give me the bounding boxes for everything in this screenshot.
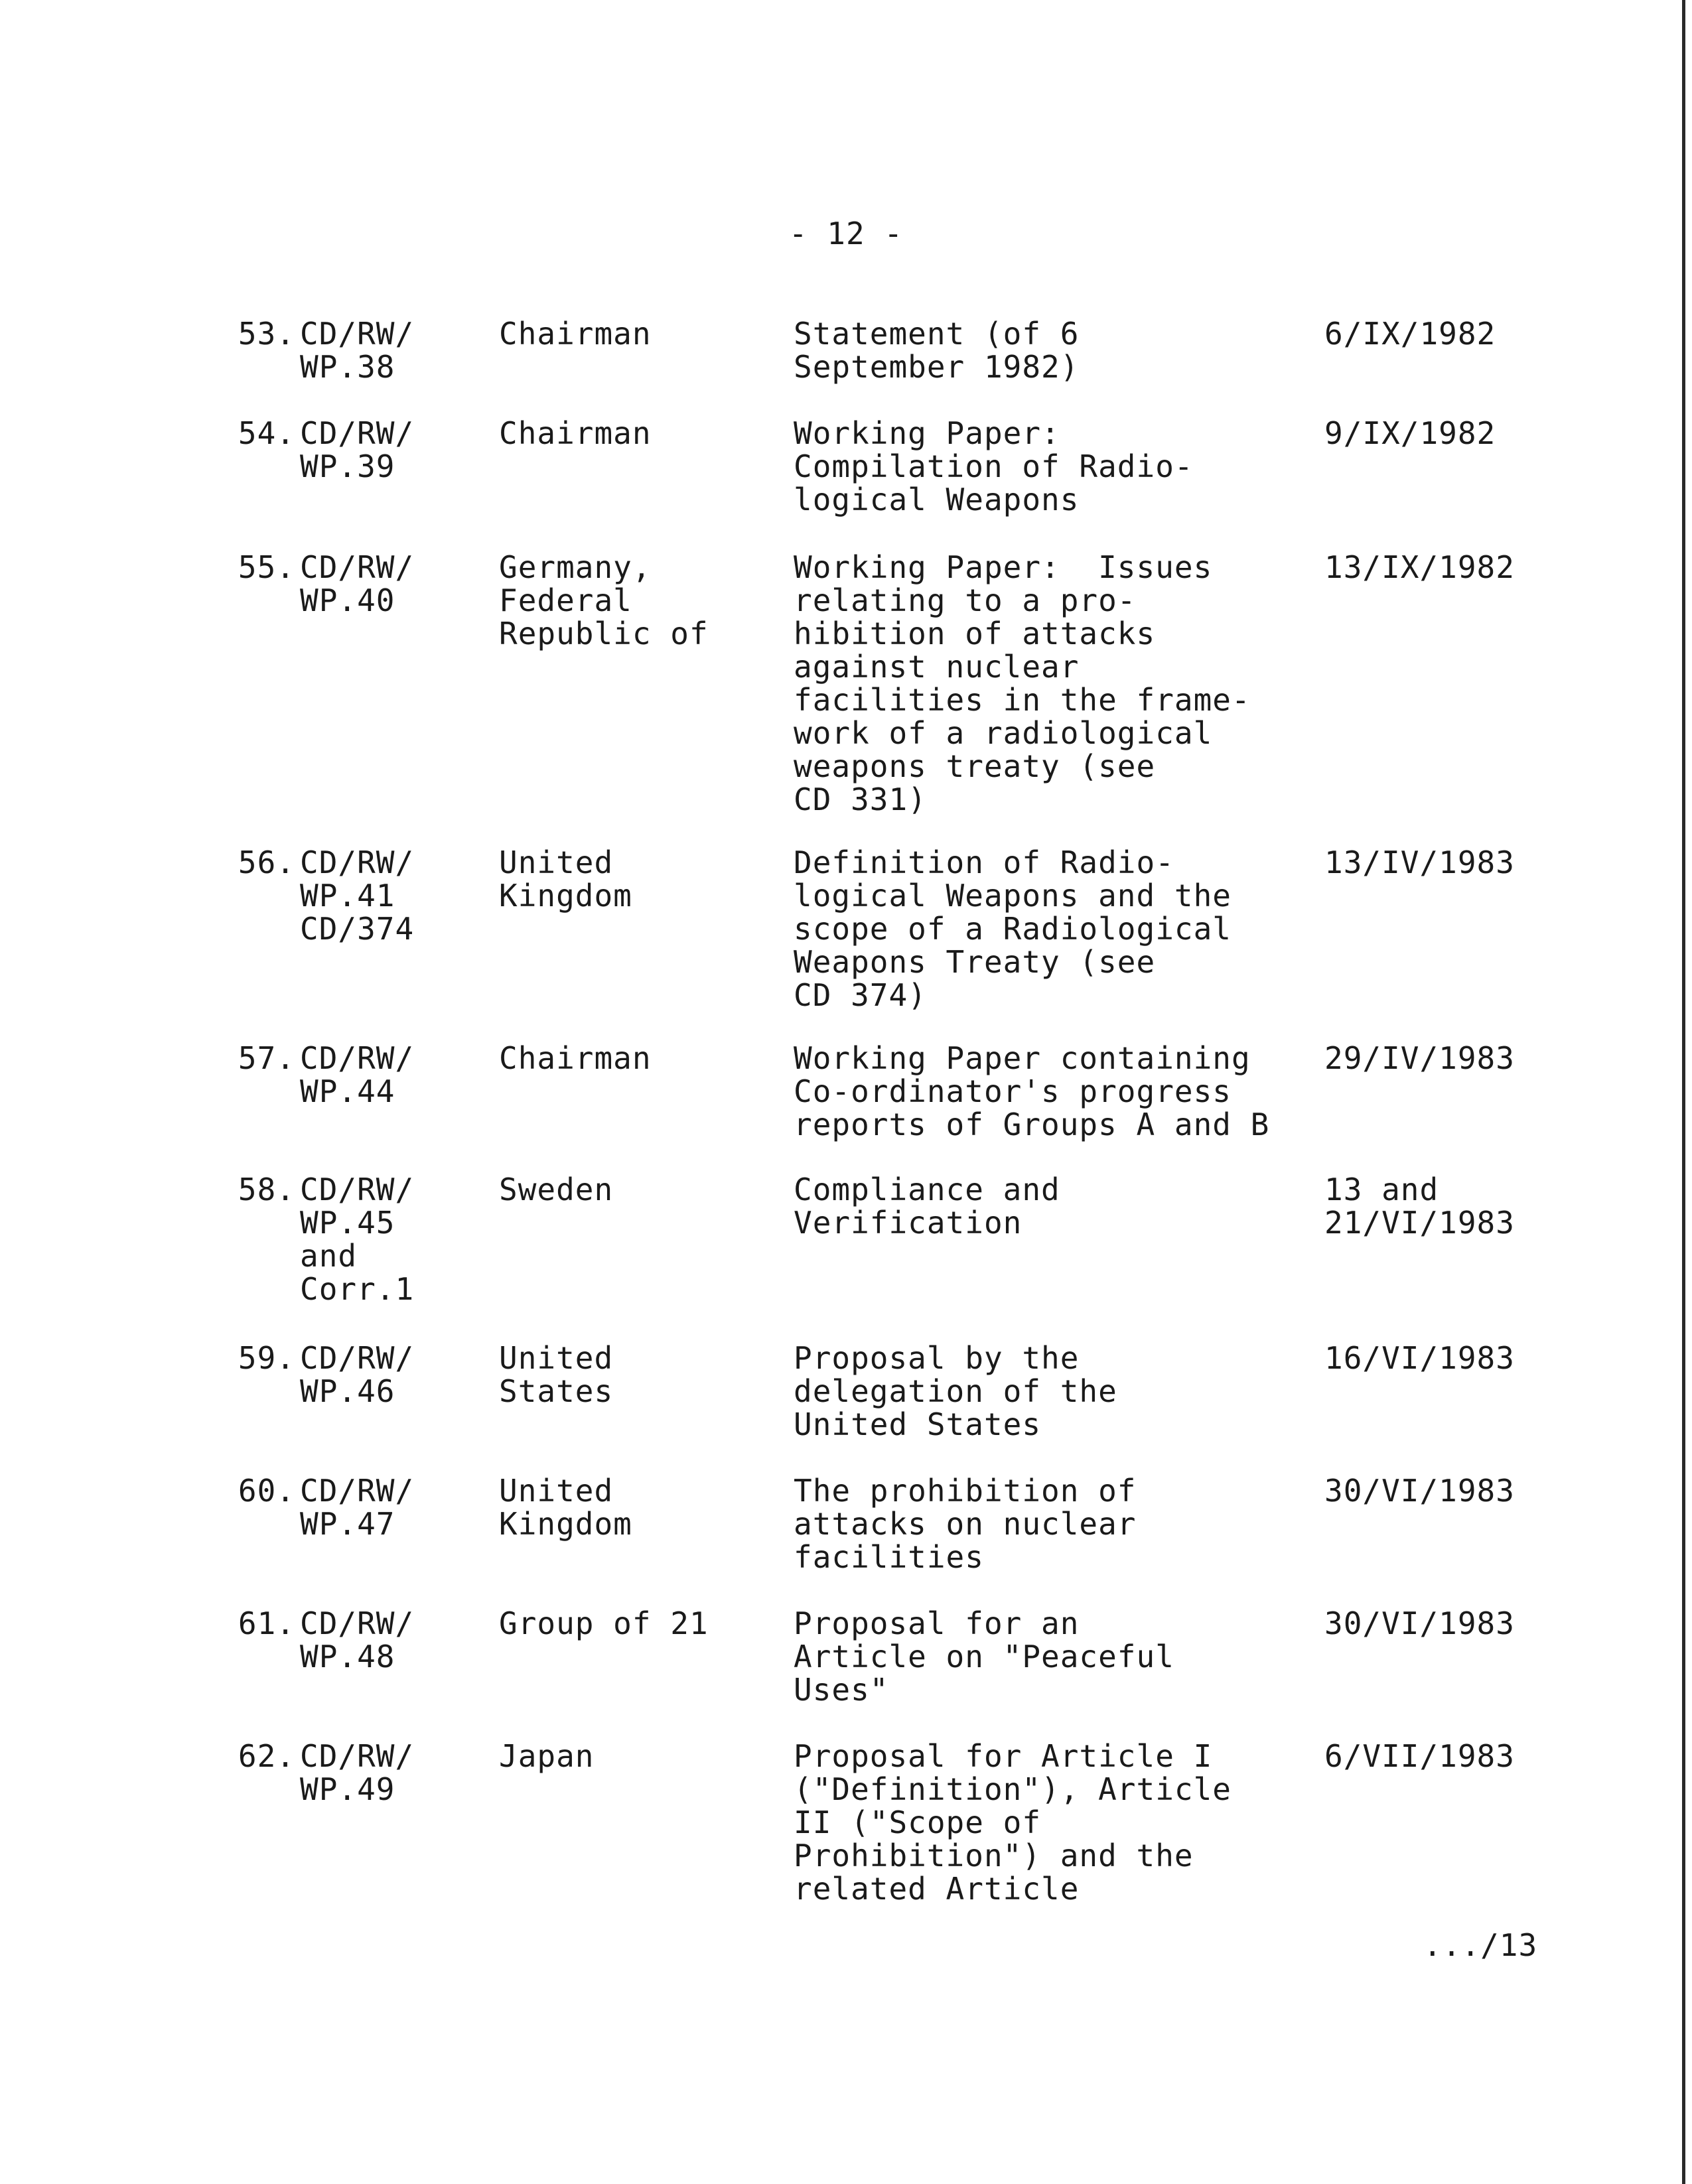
- author: United Kingdom: [499, 1473, 632, 1542]
- document-symbol: CD/RW/ WP.39: [300, 415, 415, 484]
- subject: Compliance and Verification: [794, 1172, 1060, 1241]
- date: 6/IX/1982: [1324, 316, 1496, 352]
- subject: Statement (of 6 September 1982): [794, 316, 1080, 385]
- row-number: 62.: [238, 1738, 295, 1774]
- document-symbol: CD/RW/ WP.40: [300, 549, 415, 618]
- subject: Proposal for Article I ("Definition"), Article II ("Scope of Prohibition") and the related Article: [794, 1738, 1232, 1907]
- document-symbol: CD/RW/ WP.44: [300, 1040, 415, 1109]
- row-number: 55.: [238, 549, 295, 585]
- continuation-marker: .../13: [1423, 1927, 1538, 1963]
- author: Group of 21: [499, 1605, 709, 1641]
- author: United States: [499, 1340, 614, 1409]
- date: 9/IX/1982: [1324, 415, 1496, 451]
- subject: Definition of Radio- logical Weapons and the scope of a Radiological Weapons Treaty (see CD 374): [794, 845, 1232, 1013]
- date: 13 and 21/VI/1983: [1324, 1172, 1515, 1241]
- author: Chairman: [499, 1040, 652, 1076]
- date: 16/VI/1983: [1324, 1340, 1515, 1376]
- row-number: 61.: [238, 1605, 295, 1641]
- document-symbol: CD/RW/ WP.49: [300, 1738, 415, 1807]
- subject: Working Paper: Issues relating to a pro- hibition of attacks against nuclear facilities in the frame- work of a radiological weapons treaty (see CD 331): [794, 549, 1251, 817]
- date: 30/VI/1983: [1324, 1605, 1515, 1641]
- author: Sweden: [499, 1172, 614, 1207]
- author: Japan: [499, 1738, 595, 1774]
- date: 13/IX/1982: [1324, 549, 1515, 585]
- document-symbol: CD/RW/ WP.47: [300, 1473, 415, 1542]
- author: Germany, Federal Republic of: [499, 549, 709, 651]
- subject: Proposal by the delegation of the United States: [794, 1340, 1117, 1442]
- document-symbol: CD/RW/ WP.45 and Corr.1: [300, 1172, 415, 1307]
- author: United Kingdom: [499, 845, 632, 914]
- date: 30/VI/1983: [1324, 1473, 1515, 1509]
- row-number: 60.: [238, 1473, 295, 1509]
- date: 29/IV/1983: [1324, 1040, 1515, 1076]
- author: Chairman: [499, 316, 652, 352]
- subject: Working Paper: Compilation of Radio- logical Weapons: [794, 415, 1194, 517]
- row-number: 58.: [238, 1172, 295, 1207]
- row-number: 56.: [238, 845, 295, 880]
- subject: The prohibition of attacks on nuclear facilities: [794, 1473, 1137, 1575]
- page-edge: [1682, 0, 1685, 2184]
- row-number: 59.: [238, 1340, 295, 1376]
- row-number: 54.: [238, 415, 295, 451]
- document-symbol: CD/RW/ WP.46: [300, 1340, 415, 1409]
- document-symbol: CD/RW/ WP.41 CD/374: [300, 845, 415, 947]
- row-number: 53.: [238, 316, 295, 352]
- row-number: 57.: [238, 1040, 295, 1076]
- page-number: - 12 -: [788, 216, 904, 251]
- date: 13/IV/1983: [1324, 845, 1515, 880]
- author: Chairman: [499, 415, 652, 451]
- document-symbol: CD/RW/ WP.48: [300, 1605, 415, 1674]
- subject: Working Paper containing Co-ordinator's progress reports of Groups A and B: [794, 1040, 1270, 1142]
- subject: Proposal for an Article on "Peaceful Uses": [794, 1605, 1174, 1708]
- document-symbol: CD/RW/ WP.38: [300, 316, 415, 385]
- date: 6/VII/1983: [1324, 1738, 1515, 1774]
